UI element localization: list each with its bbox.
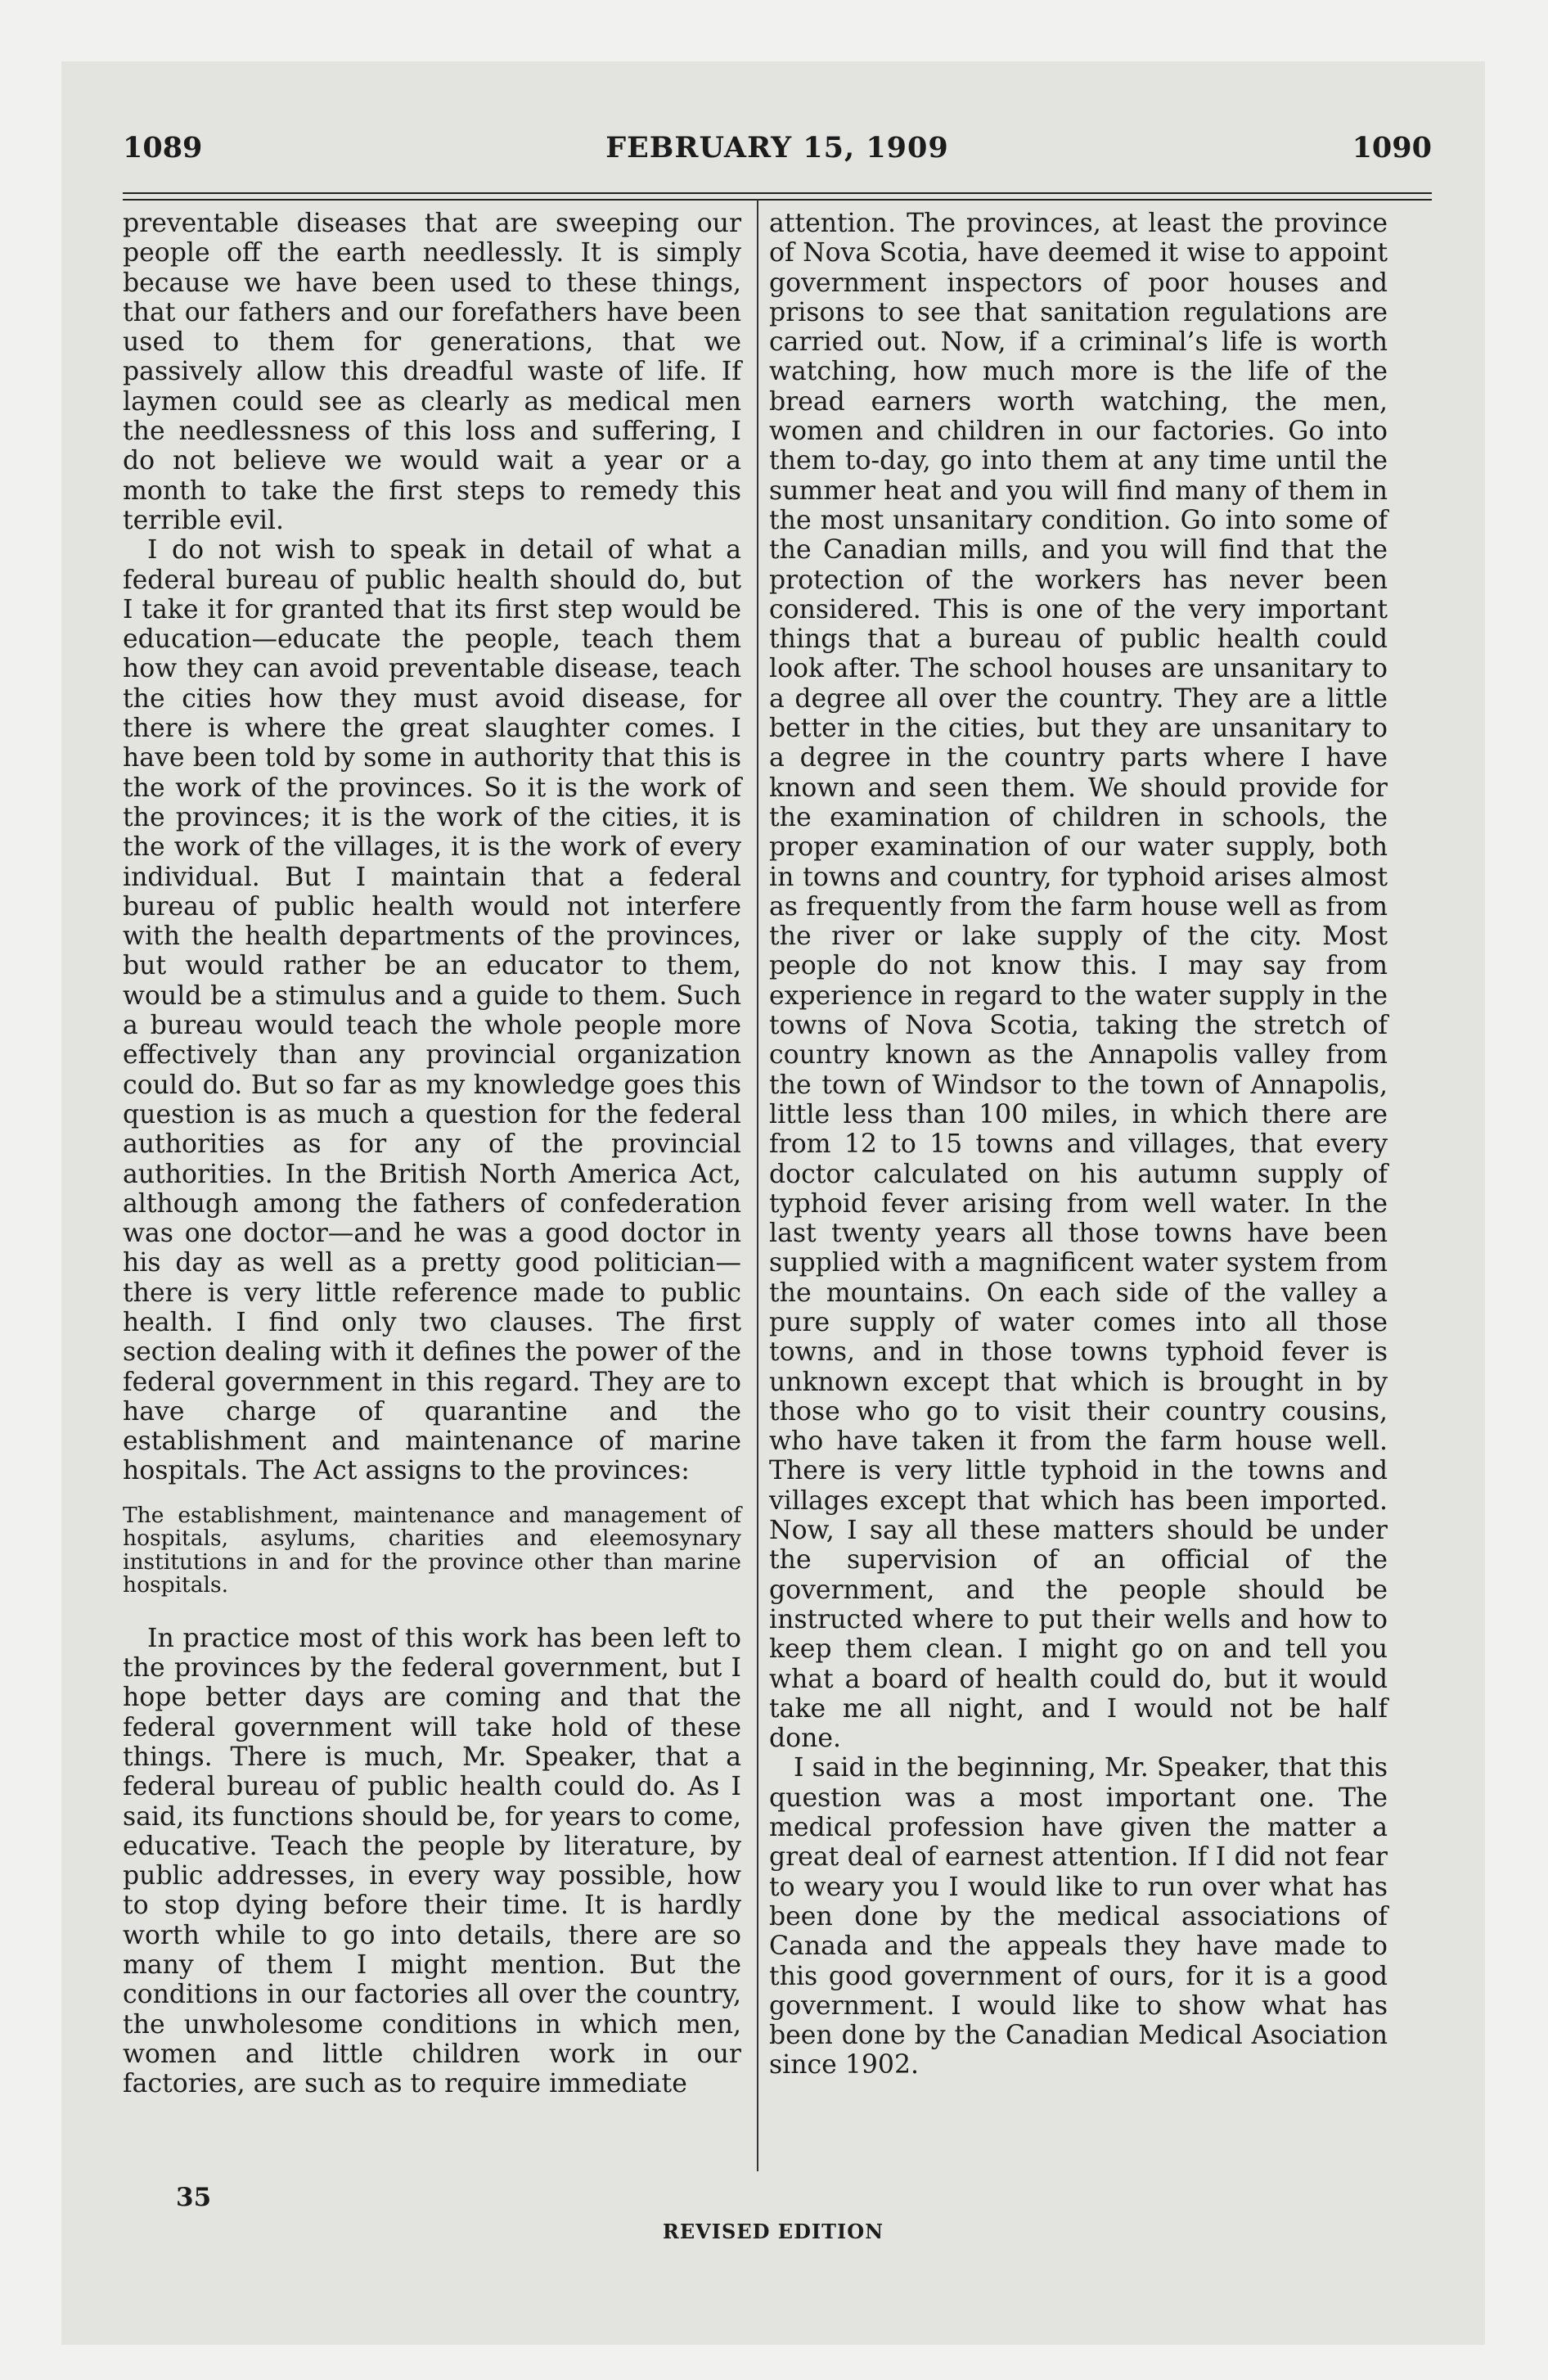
hansard-page <box>61 61 1485 2345</box>
header-date: FEBRUARY 15, 1909 <box>605 131 949 165</box>
column-divider <box>757 199 758 2171</box>
right-paragraph-2: I said in the beginning, Mr. Speaker, that this question was a most important one. The medical profession have given the matter a great deal of earnest attention. If I did not fear to weary you I would like to run over what has been done by the medical associations of Canada and the appeals they have made to this good government of ours, for it is a good government. I would like to show what has been done by the Canadian Medical Asociation since 1902. <box>769 1753 1388 2080</box>
header-right-page-number: 1090 <box>1352 131 1432 165</box>
page-header <box>123 131 1432 188</box>
left-paragraph-2: I do not wish to speak in detail of what a federal bureau of public health should do, but I take it for granted that its first step would be education—educate the people, teach them how they can avoid preventable disease, teach the cities how they must avoid disease, for there is where the great slaughter comes. I have been told by some in authority that this is the work of the provinces. So it is the work of the provinces; it is the work of the cities, it is the work of the villages, it is the work of every individual. But I maintain that a federal bureau of public health would not interfere with the health departments of the provinces, but would rather be an educator to them, would be a stimulus and a guide to them. Such a bureau would teach the whole people more effectively than any provincial organization could do. But so far as my knowledge goes this question is as much a question for the federal authorities as for any of the provincial authorities. In the British North America Act, although among the fathers of confederation was one doctor—and he was a good doctor in his day as well as a pretty good politician—there is very little reference made to public health. I find only two clauses. The first section dealing with it defines the power of the federal government in this regard. They are to have charge of quarantine and the establishment and maintenance of marine hospitals. The Act assigns to the provinces: <box>123 535 741 1486</box>
right-column <box>769 209 1388 2080</box>
edition-footer: REVISED EDITION <box>662 2220 884 2243</box>
right-paragraph-1: attention. The provinces, at least the province of Nova Scotia, have deemed it wise to appoint government inspectors of poor houses and prisons to see that sanitation regulations are carried out. Now, if a criminal’s life is worth watching, how much more is the life of the bread earners worth watching, the men, women and children in our factories. Go into them to-day, go into them at any time until the summer heat and you will find many of them in the most unsanitary condition. Go into some of the Canadian mills, and you will find that the protection of the workers has never been considered. This is one of the very important things that a bureau of public health could look after. The school houses are unsanitary to a degree all over the country. They are a little better in the cities, but they are unsanitary to a degree in the country parts where I have known and seen them. We should provide for the examination of children in schools, the proper examination of our water supply, both in towns and country, for typhoid arises almost as frequently from the farm house well as from the river or lake supply of the city. Most people do not know this. I may say from experience in regard to the water supply in the towns of Nova Scotia, taking the stretch of country known as the Annapolis valley from the town of Windsor to the town of Annapolis, little less than 100 miles, in which there are from 12 to 15 towns and villages, that every doctor calculated on his autumn supply of typhoid fever arising from well water. In the last twenty years all those towns have been supplied with a magnificent water system from the mountains. On each side of the valley a pure supply of water comes into all those towns, and in those towns typhoid fever is unknown except that which is brought in by those who go to visit their country cousins, who have taken it from the farm house well. There is very little typhoid in the towns and villages except that which has been imported. Now, I say all these matters should be under the supervision of an official of the government, and the people should be instructed where to put their wells and how to keep them clean. I might go on and tell you what a board of health could do, but it would take me all night, and I would not be half done. <box>769 209 1388 1754</box>
block-quote: The establishment, maintenance and management of hospitals, asylums, charities and eleemosynary institutions in and for the province other than marine hospitals. <box>123 1502 741 1598</box>
left-paragraph-1: preventable diseases that are sweeping our people off the earth needlessly. It is simply because we have been used to these things, that our fathers and our forefathers have been used to them for generations, that we passively allow this dreadful waste of life. If laymen could see as clearly as medical men the needlessness of this loss and suffering, I do not believe we would wait a year or a month to take the first steps to remedy this terrible evil. <box>123 209 741 535</box>
signature-folio: 35 <box>176 2183 212 2212</box>
left-column <box>123 209 741 2099</box>
left-paragraph-3: In practice most of this work has been left to the provinces by the federal government, but I hope better days are coming and that the federal government will take hold of these things. There is much, Mr. Speaker, that a federal bureau of public health could do. As I said, its functions should be, for years to come, educative. Teach the people by literature, by public addresses, in every way possible, how to stop dying before their time. It is hardly worth while to go into details, there are so many of them I might mention. But the conditions in our factories all over the country, the unwholesome conditions in which men, women and little children work in our factories, are such as to require immediate <box>123 1623 741 2099</box>
header-double-rule <box>123 192 1432 205</box>
header-left-page-number: 1089 <box>123 131 203 165</box>
